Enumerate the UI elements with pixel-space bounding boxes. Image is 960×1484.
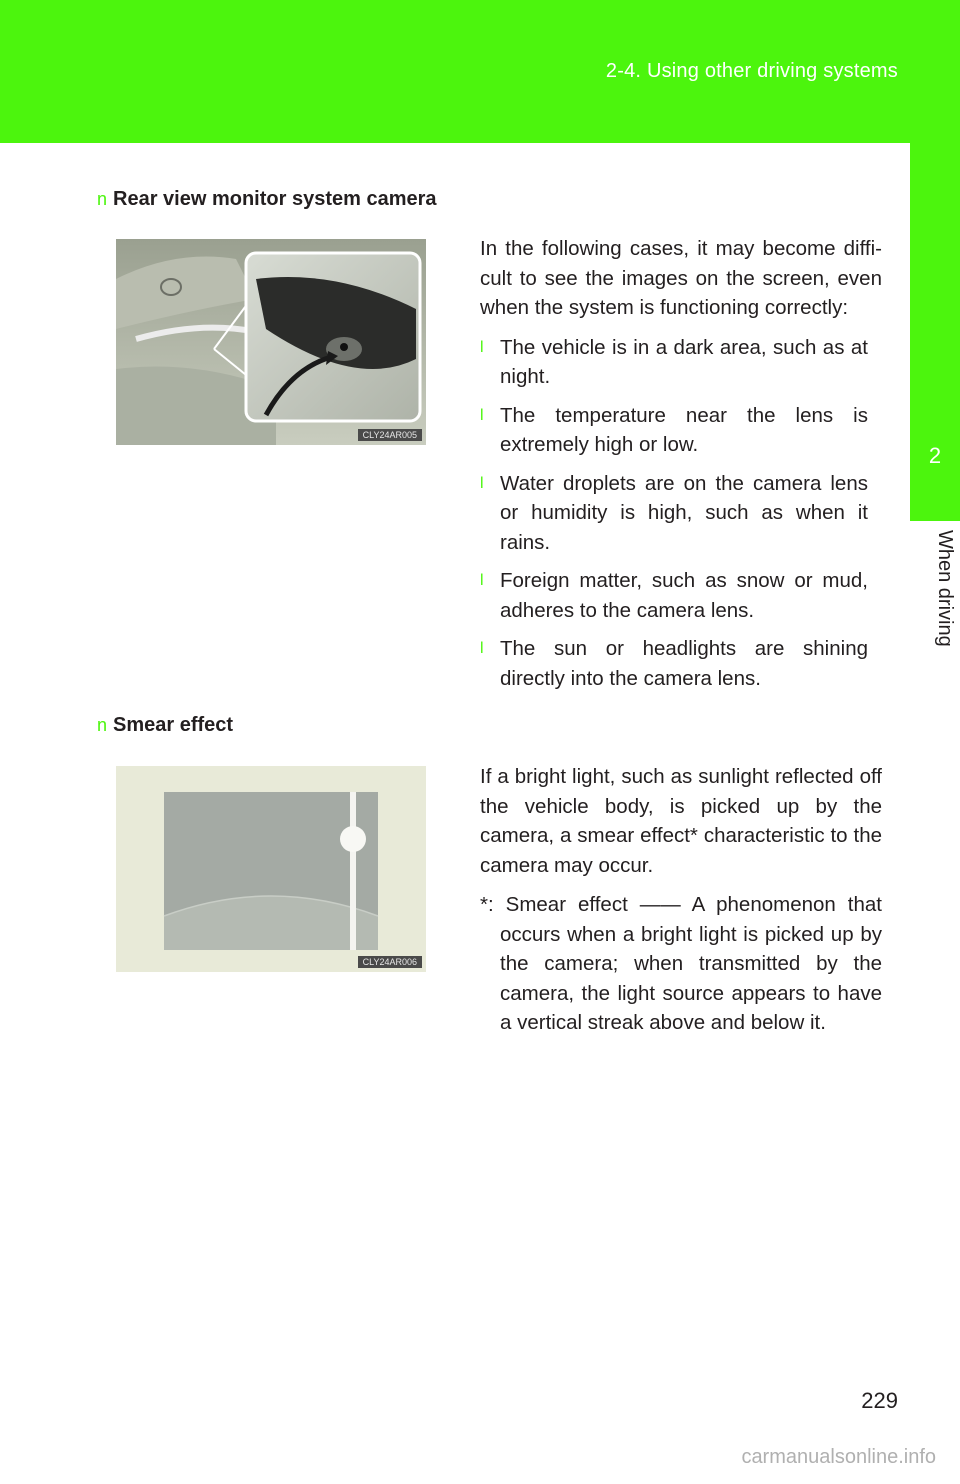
- chapter-tab-number: 2: [928, 443, 942, 468]
- list-item: l Water droplets are on the camera lens or humidity is high, such as when it rains.: [480, 469, 868, 558]
- section-heading-camera: [97, 188, 437, 211]
- chapter-title: 2-4. Using other driving systems: [605, 60, 898, 82]
- camera-location-figure: [116, 239, 426, 445]
- camera-location-illustration: [116, 239, 426, 445]
- section-bullet: n: [97, 189, 108, 209]
- smear-effect-illustration: [116, 766, 426, 972]
- section-heading-text: Rear view monitor system camera: [113, 188, 437, 210]
- watermark: carmanualsonline.info: [741, 1446, 936, 1468]
- camera-conditions-text: [480, 234, 882, 702]
- smear-footnote: *: Smear effect —— A phenomenon that occurs when a bright light is picked up by the camera; when transmitted by the camera, the light source appears to have a vertical streak above and below it.: [480, 893, 882, 1034]
- section-heading-text: Smear effect: [113, 714, 234, 736]
- section-heading-smear: [97, 714, 233, 737]
- page-number: 229: [861, 1388, 898, 1413]
- list-bullet: l: [480, 406, 484, 424]
- figure-code: CLY24AR005: [358, 429, 422, 441]
- list-bullet: l: [480, 338, 484, 356]
- figure-code: CLY24AR006: [358, 956, 422, 968]
- list-bullet: l: [480, 474, 484, 492]
- list-item: l The vehicle is in a dark area, such as at night.: [480, 333, 868, 392]
- smear-effect-text: [480, 762, 882, 1038]
- section-bullet: n: [97, 715, 108, 735]
- header-band: [0, 0, 960, 143]
- list-item: l The temperature near the lens is extremely high or low.: [480, 401, 868, 460]
- smear-effect-figure: [116, 766, 426, 972]
- camera-conditions-list: [480, 333, 882, 694]
- smear-paragraph: If a bright light, such as sunlight reflected off the vehicle body, is picked up by the camera, a smear effect* characteristic to the camera may occur.: [480, 765, 882, 877]
- chapter-tab: [910, 143, 960, 521]
- list-item: l The sun or headlights are shining directly into the camera lens.: [480, 634, 868, 693]
- chapter-tab-label: When driving: [934, 530, 956, 647]
- camera-intro-paragraph: In the following cases, it may become diffi-cult to see the images on the screen, even when the system is functioning correctly:: [480, 237, 882, 319]
- list-bullet: l: [480, 572, 484, 589]
- list-item: l Foreign matter, such as snow or mud, adheres to the camera lens.: [480, 566, 868, 625]
- list-bullet: l: [480, 640, 484, 657]
